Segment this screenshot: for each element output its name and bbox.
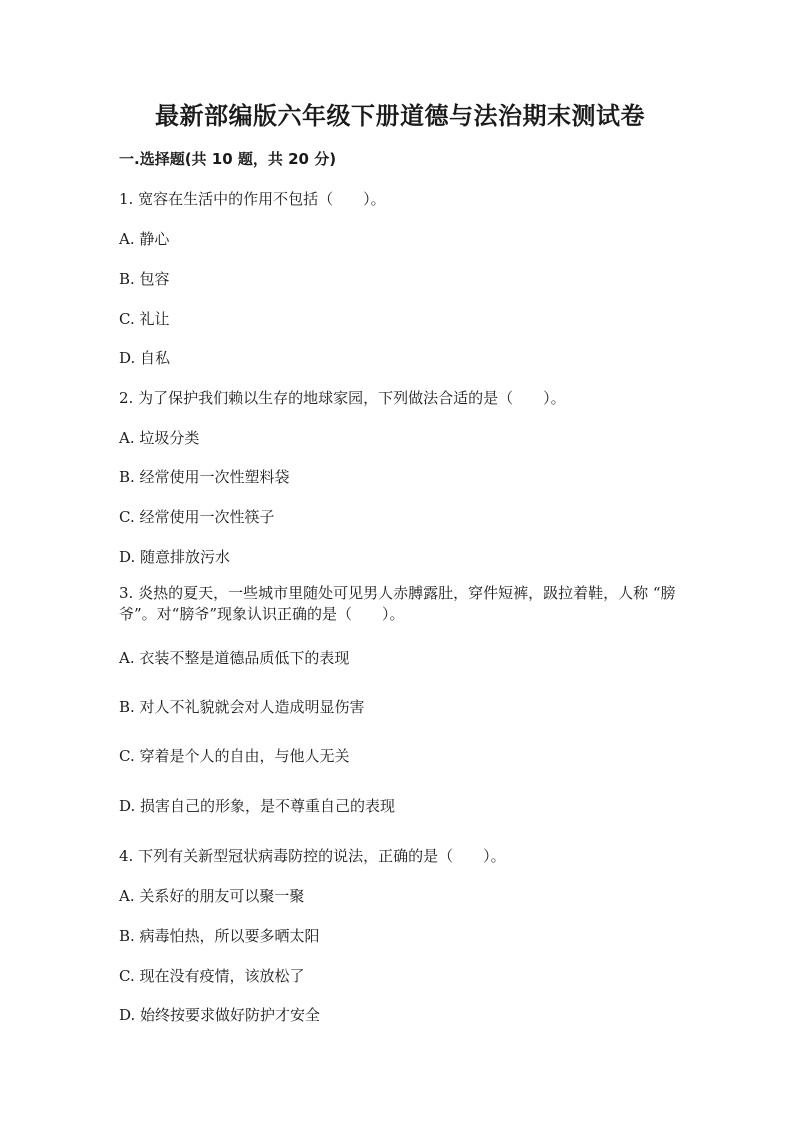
question-3-option-b: B. 对人不礼貌就会对人造成明显伤害 (119, 698, 365, 716)
question-2-option-b: B. 经常使用一次性塑料袋 (119, 468, 290, 486)
question-3-option-d: D. 损害自己的形象，是不尊重自己的表现 (119, 797, 396, 815)
question-4-option-d: D. 始终按要求做好防护才安全 (119, 1006, 321, 1024)
question-3-option-c: C. 穿着是个人的自由，与他人无关 (119, 747, 350, 765)
question-4-option-b: B. 病毒怕热，所以要多晒太阳 (119, 927, 320, 945)
question-4-option-c: C. 现在没有疫情，该放松了 (119, 967, 305, 985)
question-2-option-a: A. 垃圾分类 (119, 429, 200, 447)
question-2-option-d: D. 随意排放污水 (119, 548, 231, 566)
question-2-stem: 2. 为了保护我们赖以生存的地球家园，下列做法合适的是（ ）。 (119, 389, 566, 407)
question-1-option-c: C. 礼让 (119, 310, 170, 328)
question-4-stem: 4. 下列有关新型冠状病毒防控的说法，正确的是（ ）。 (119, 847, 506, 865)
question-4-option-a: A. 关系好的朋友可以聚一聚 (119, 887, 305, 905)
question-1-stem: 1. 宽容在生活中的作用不包括（ ）。 (119, 190, 386, 208)
question-1-option-b: B. 包容 (119, 270, 170, 288)
question-3-stem: 3. 炎热的夏天，一些城市里随处可见男人赤膊露肚，穿件短裤，趿拉着鞋，人称 “膀爷”。对“膀爷”现象认识正确的是（ ）。 (119, 584, 676, 623)
question-3-option-a: A. 衣装不整是道德品质低下的表现 (119, 649, 350, 667)
question-1-option-a: A. 静心 (119, 230, 170, 248)
question-1-option-d: D. 自私 (119, 349, 171, 367)
section-heading: 一.选择题(共 10 题，共 20 分) (119, 150, 337, 168)
page-title: 最新部编版六年级下册道德与法治期末测试卷 (155, 102, 645, 130)
question-2-option-c: C. 经常使用一次性筷子 (119, 508, 275, 526)
